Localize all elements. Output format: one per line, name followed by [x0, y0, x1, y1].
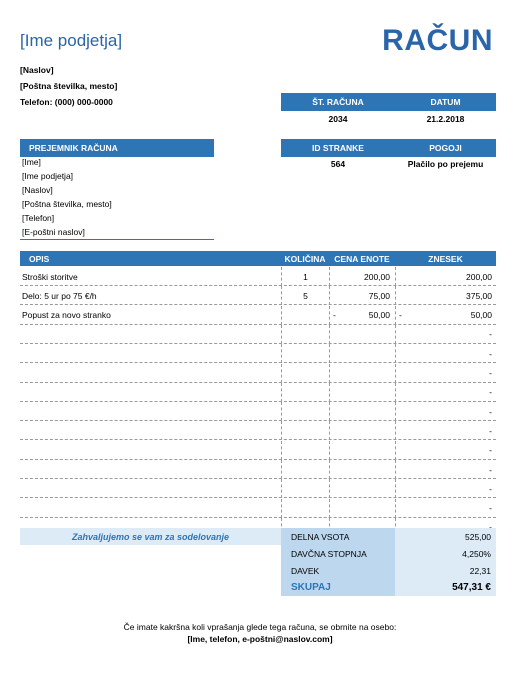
item-quantity-text: 5 [303, 290, 308, 301]
item-description [20, 460, 281, 479]
item-amount-text: - [489, 406, 492, 417]
item-description [20, 306, 281, 325]
recipient-name: [Ime] [22, 157, 41, 167]
company-name: [Ime podjetja] [20, 31, 123, 50]
item-unit-price [329, 306, 395, 325]
item-description [20, 364, 281, 383]
invoice-number: 2034 [328, 114, 348, 124]
item-amount-text: - [489, 445, 492, 456]
item-amount-text: - [489, 503, 492, 514]
total-row [281, 579, 496, 596]
item-amount [395, 460, 496, 479]
customer-id-label: ID STRANKE [312, 143, 364, 153]
item-description [20, 286, 281, 305]
item-unit-price [329, 344, 395, 363]
tax-rate-row [281, 545, 496, 562]
recipient-company: [Ime podjetja] [22, 171, 74, 181]
item-quantity [281, 383, 329, 402]
item-amount [395, 286, 496, 305]
tax-rate-value: 4,250% [462, 548, 491, 559]
col-amount: ZNESEK [428, 253, 463, 264]
table-row [20, 344, 496, 363]
item-amount-sign: - [399, 310, 402, 321]
item-amount [395, 306, 496, 325]
item-amount-text: - [489, 329, 492, 340]
item-quantity [281, 421, 329, 440]
sender-postal: [Poštna številka, mesto] [20, 81, 118, 91]
item-amount-text: 375,00 [466, 290, 492, 301]
item-amount [395, 441, 496, 460]
date-label: DATUM [430, 97, 461, 107]
item-quantity [281, 325, 329, 344]
total-label: SKUPAJ [291, 582, 331, 593]
item-quantity [281, 286, 329, 305]
sender-phone: Telefon: (000) 000-0000 [20, 97, 113, 107]
item-description [20, 383, 281, 402]
customer-terms-values [281, 159, 496, 169]
subtotal-row [281, 528, 496, 545]
items-table-header [20, 251, 496, 266]
item-description-text: Stroški storitve [22, 271, 78, 282]
item-quantity-text: 1 [303, 271, 308, 282]
item-unit-price [329, 460, 395, 479]
recipient-phone: [Telefon] [22, 213, 55, 223]
item-description [20, 402, 281, 421]
item-description [20, 344, 281, 363]
item-amount [395, 421, 496, 440]
item-amount-text: - [489, 387, 492, 398]
item-quantity [281, 460, 329, 479]
item-unit-price [329, 383, 395, 402]
table-row [20, 441, 496, 460]
total-value: 547,31 € [452, 582, 491, 593]
invoice-number-date-header [281, 93, 496, 111]
item-unit-price [329, 479, 395, 498]
item-amount-text: - [489, 368, 492, 378]
item-quantity [281, 364, 329, 383]
item-unit-price [329, 402, 395, 421]
item-description [20, 421, 281, 440]
table-row [20, 402, 496, 421]
item-amount-text: - [489, 464, 492, 475]
recipient-header [20, 139, 214, 157]
item-description [20, 441, 281, 460]
table-row [20, 383, 496, 402]
item-description-text: Delo: 5 ur po 75 €/h [22, 290, 97, 301]
customer-id: 564 [330, 159, 346, 169]
item-description [20, 267, 281, 286]
table-row [20, 460, 496, 479]
table-row [20, 479, 496, 498]
item-description [20, 499, 281, 518]
invoice-date: 21.2.2018 [426, 114, 465, 124]
subtotal-value: 525,00 [465, 531, 491, 542]
subtotal-label: DELNA VSOTA [291, 531, 350, 542]
table-row [20, 306, 496, 325]
tax-label: DAVEK [291, 565, 320, 576]
item-amount [395, 402, 496, 421]
recipient-divider [20, 239, 214, 240]
item-amount [395, 325, 496, 344]
col-description: OPIS [29, 253, 50, 264]
recipient-email: [E-poštni naslov] [22, 227, 85, 237]
item-description [20, 325, 281, 344]
item-quantity [281, 479, 329, 498]
table-row [20, 267, 496, 286]
item-amount [395, 364, 496, 383]
customer-terms-header [281, 139, 496, 157]
terms-label: POGOJI [429, 143, 462, 153]
tax-row [281, 562, 496, 579]
item-amount-text: - [489, 348, 492, 359]
invoice-number-date-values [281, 114, 496, 124]
table-row [20, 325, 496, 344]
table-row [20, 286, 496, 305]
item-amount [395, 344, 496, 363]
item-unit-price [329, 286, 395, 305]
item-unit-price-text: 200,00 [364, 271, 390, 282]
item-amount [395, 479, 496, 498]
item-unit-price [329, 325, 395, 344]
item-amount-text: 200,00 [466, 271, 492, 282]
col-quantity: KOLIČINA [284, 253, 326, 264]
item-quantity [281, 499, 329, 518]
table-row [20, 421, 496, 440]
col-unit-price: CENA ENOTE [334, 253, 390, 264]
item-quantity [281, 306, 329, 325]
item-quantity [281, 441, 329, 460]
item-unit-price [329, 364, 395, 383]
tax-value: 22,31 [469, 565, 491, 576]
footer-contact: [Ime, telefon, e-poštni@naslov.com] [187, 634, 333, 644]
thanks-message: Zahvaljujemo se vam za sodelovanje [20, 528, 281, 545]
recipient-heading: PREJEMNIK RAČUNA [29, 143, 118, 153]
table-row [20, 499, 496, 518]
payment-terms: Plačilo po prejemu [407, 159, 484, 169]
item-quantity [281, 344, 329, 363]
document-title: RAČUN [382, 24, 493, 57]
item-amount [395, 267, 496, 286]
item-unit-price [329, 499, 395, 518]
tax-rate-label: DAVČNA STOPNJA [291, 548, 367, 559]
item-unit-price [329, 441, 395, 460]
item-quantity [281, 402, 329, 421]
invoice-number-label: ŠT. RAČUNA [312, 97, 364, 107]
item-amount [395, 499, 496, 518]
item-quantity [281, 267, 329, 286]
item-amount-text: 50,00 [470, 310, 492, 321]
sender-address: [Naslov] [20, 65, 54, 75]
item-unit-price-text: 50,00 [368, 310, 390, 321]
recipient-address: [Naslov] [22, 185, 53, 195]
item-unit-price-sign: - [333, 310, 336, 321]
item-description-text: Popust za novo stranko [22, 310, 111, 321]
item-amount-text: - [489, 483, 492, 494]
item-description [20, 479, 281, 498]
table-row [20, 364, 496, 383]
footer-question: Če imate kakršna koli vprašanja glede tega računa, se obrnite na osebo: [123, 622, 397, 632]
item-amount-text: - [489, 425, 492, 436]
recipient-postal: [Poštna številka, mesto] [22, 199, 112, 209]
item-unit-price [329, 267, 395, 286]
item-amount [395, 383, 496, 402]
item-unit-price-text: 75,00 [368, 290, 390, 301]
item-unit-price [329, 421, 395, 440]
